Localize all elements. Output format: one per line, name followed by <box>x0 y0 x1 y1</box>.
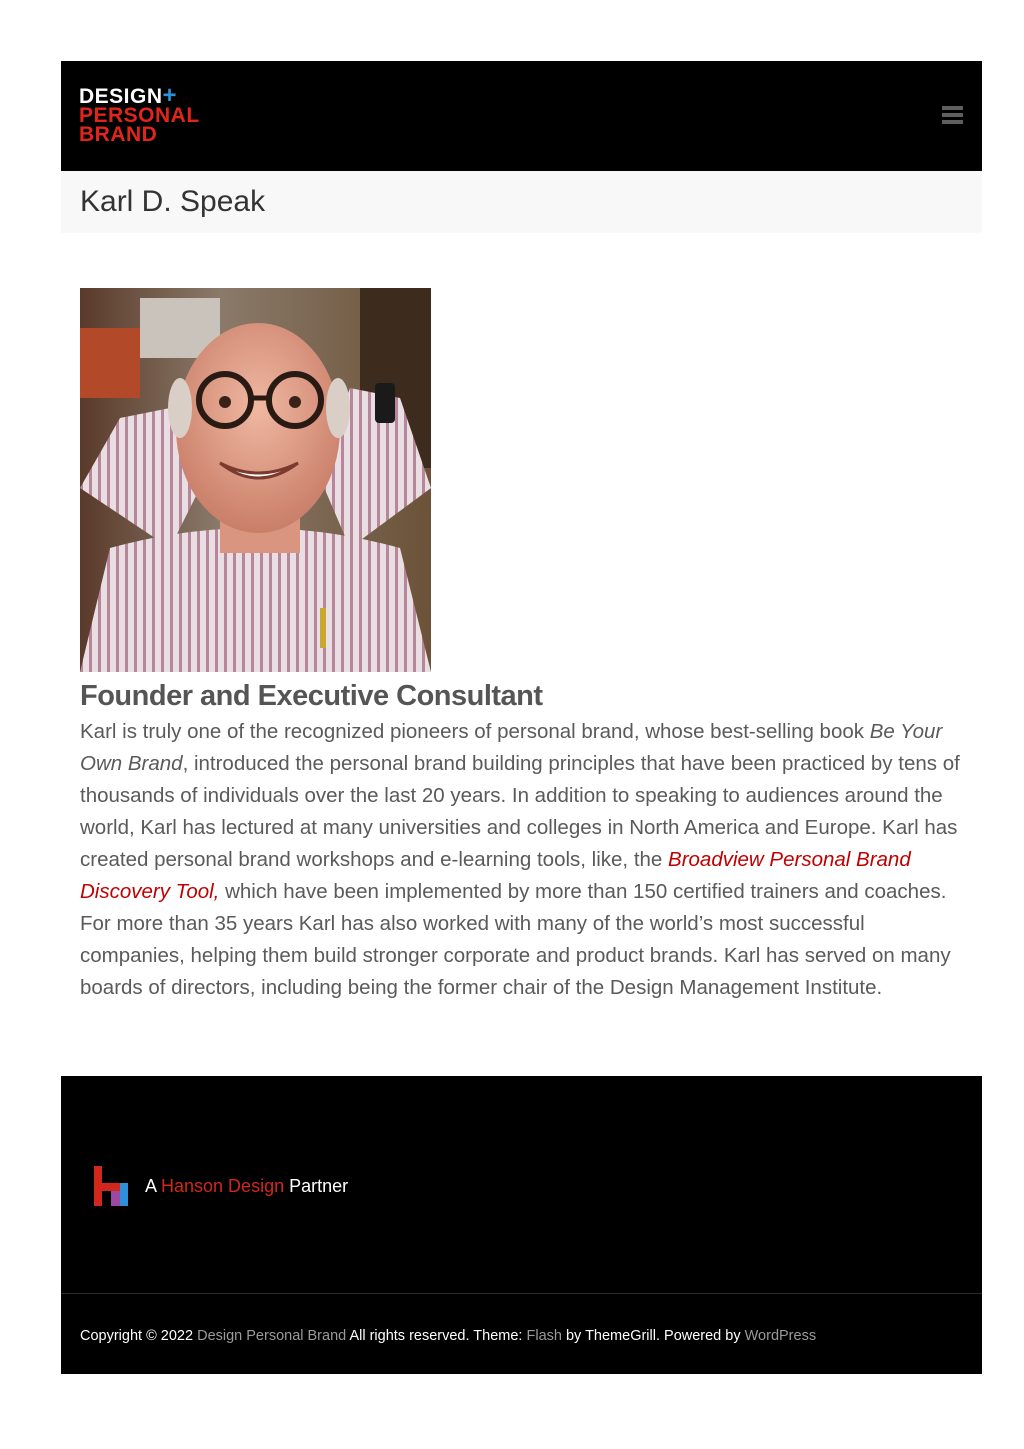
partner-suffix: Partner <box>284 1175 349 1196</box>
portrait-photo <box>80 288 431 672</box>
logo-line-design: DESIGN <box>79 85 163 108</box>
logo-plus: + <box>162 82 178 109</box>
page-frame <box>61 61 982 1004</box>
hanson-design-link[interactable]: Hanson Design <box>161 1175 285 1196</box>
page-title: Karl D. Speak <box>80 185 266 218</box>
bio-text-1: Karl is truly one of the recognized pioneers of personal brand, whose best-selling book <box>80 720 870 743</box>
partner-text <box>145 1176 348 1197</box>
hanson-design-logo-icon <box>94 1166 128 1206</box>
main-content <box>61 288 982 1004</box>
partner-badge <box>94 1166 348 1206</box>
site-name-link[interactable]: Design Personal Brand <box>197 1328 347 1344</box>
site-logo[interactable] <box>79 82 200 146</box>
logo-line-brand: BRAND <box>79 123 158 146</box>
discovery-tool-link[interactable]: Broadview Personal Brand Discovery Tool, <box>80 848 911 903</box>
partner-prefix: A <box>145 1175 162 1196</box>
logo-line-personal: PERSONAL <box>79 104 200 127</box>
site-footer <box>61 1076 982 1374</box>
copyright-prefix: Copyright © 2022 <box>80 1328 198 1344</box>
book-title: Be Your Own Brand <box>80 720 943 775</box>
theme-by-text: by ThemeGrill. Powered by <box>561 1328 745 1344</box>
footer-divider <box>61 1293 982 1294</box>
site-header <box>61 61 982 171</box>
role-heading: Founder and Executive Consultant <box>80 680 543 712</box>
copyright-text <box>80 1328 816 1344</box>
bio-text-3: which have been implemented by more than 150 certified trainers and coaches. For more than 35 years Karl has also worked with many of the world’s most successful companies, helping them build stronger corporate and product brands. Karl has served on many boards of directors, including being the former chair of the Design Management Institute. <box>80 880 951 999</box>
wordpress-link[interactable]: WordPress <box>744 1328 817 1344</box>
bio-paragraph <box>80 716 963 1004</box>
title-bar <box>61 171 982 233</box>
bio-text-2: , introduced the personal brand building principles that have been practiced by tens of thousands of individuals over the last 20 years. In addition to speaking to audiences around the world, Karl has lectured at many universities and colleges in North America and Europe. Karl has created personal brand workshops and e-learning tools, like, the <box>80 752 960 871</box>
rights-text: All rights reserved. Theme: <box>346 1328 527 1344</box>
theme-link[interactable]: Flash <box>526 1328 562 1344</box>
hamburger-menu-icon[interactable] <box>942 106 963 124</box>
